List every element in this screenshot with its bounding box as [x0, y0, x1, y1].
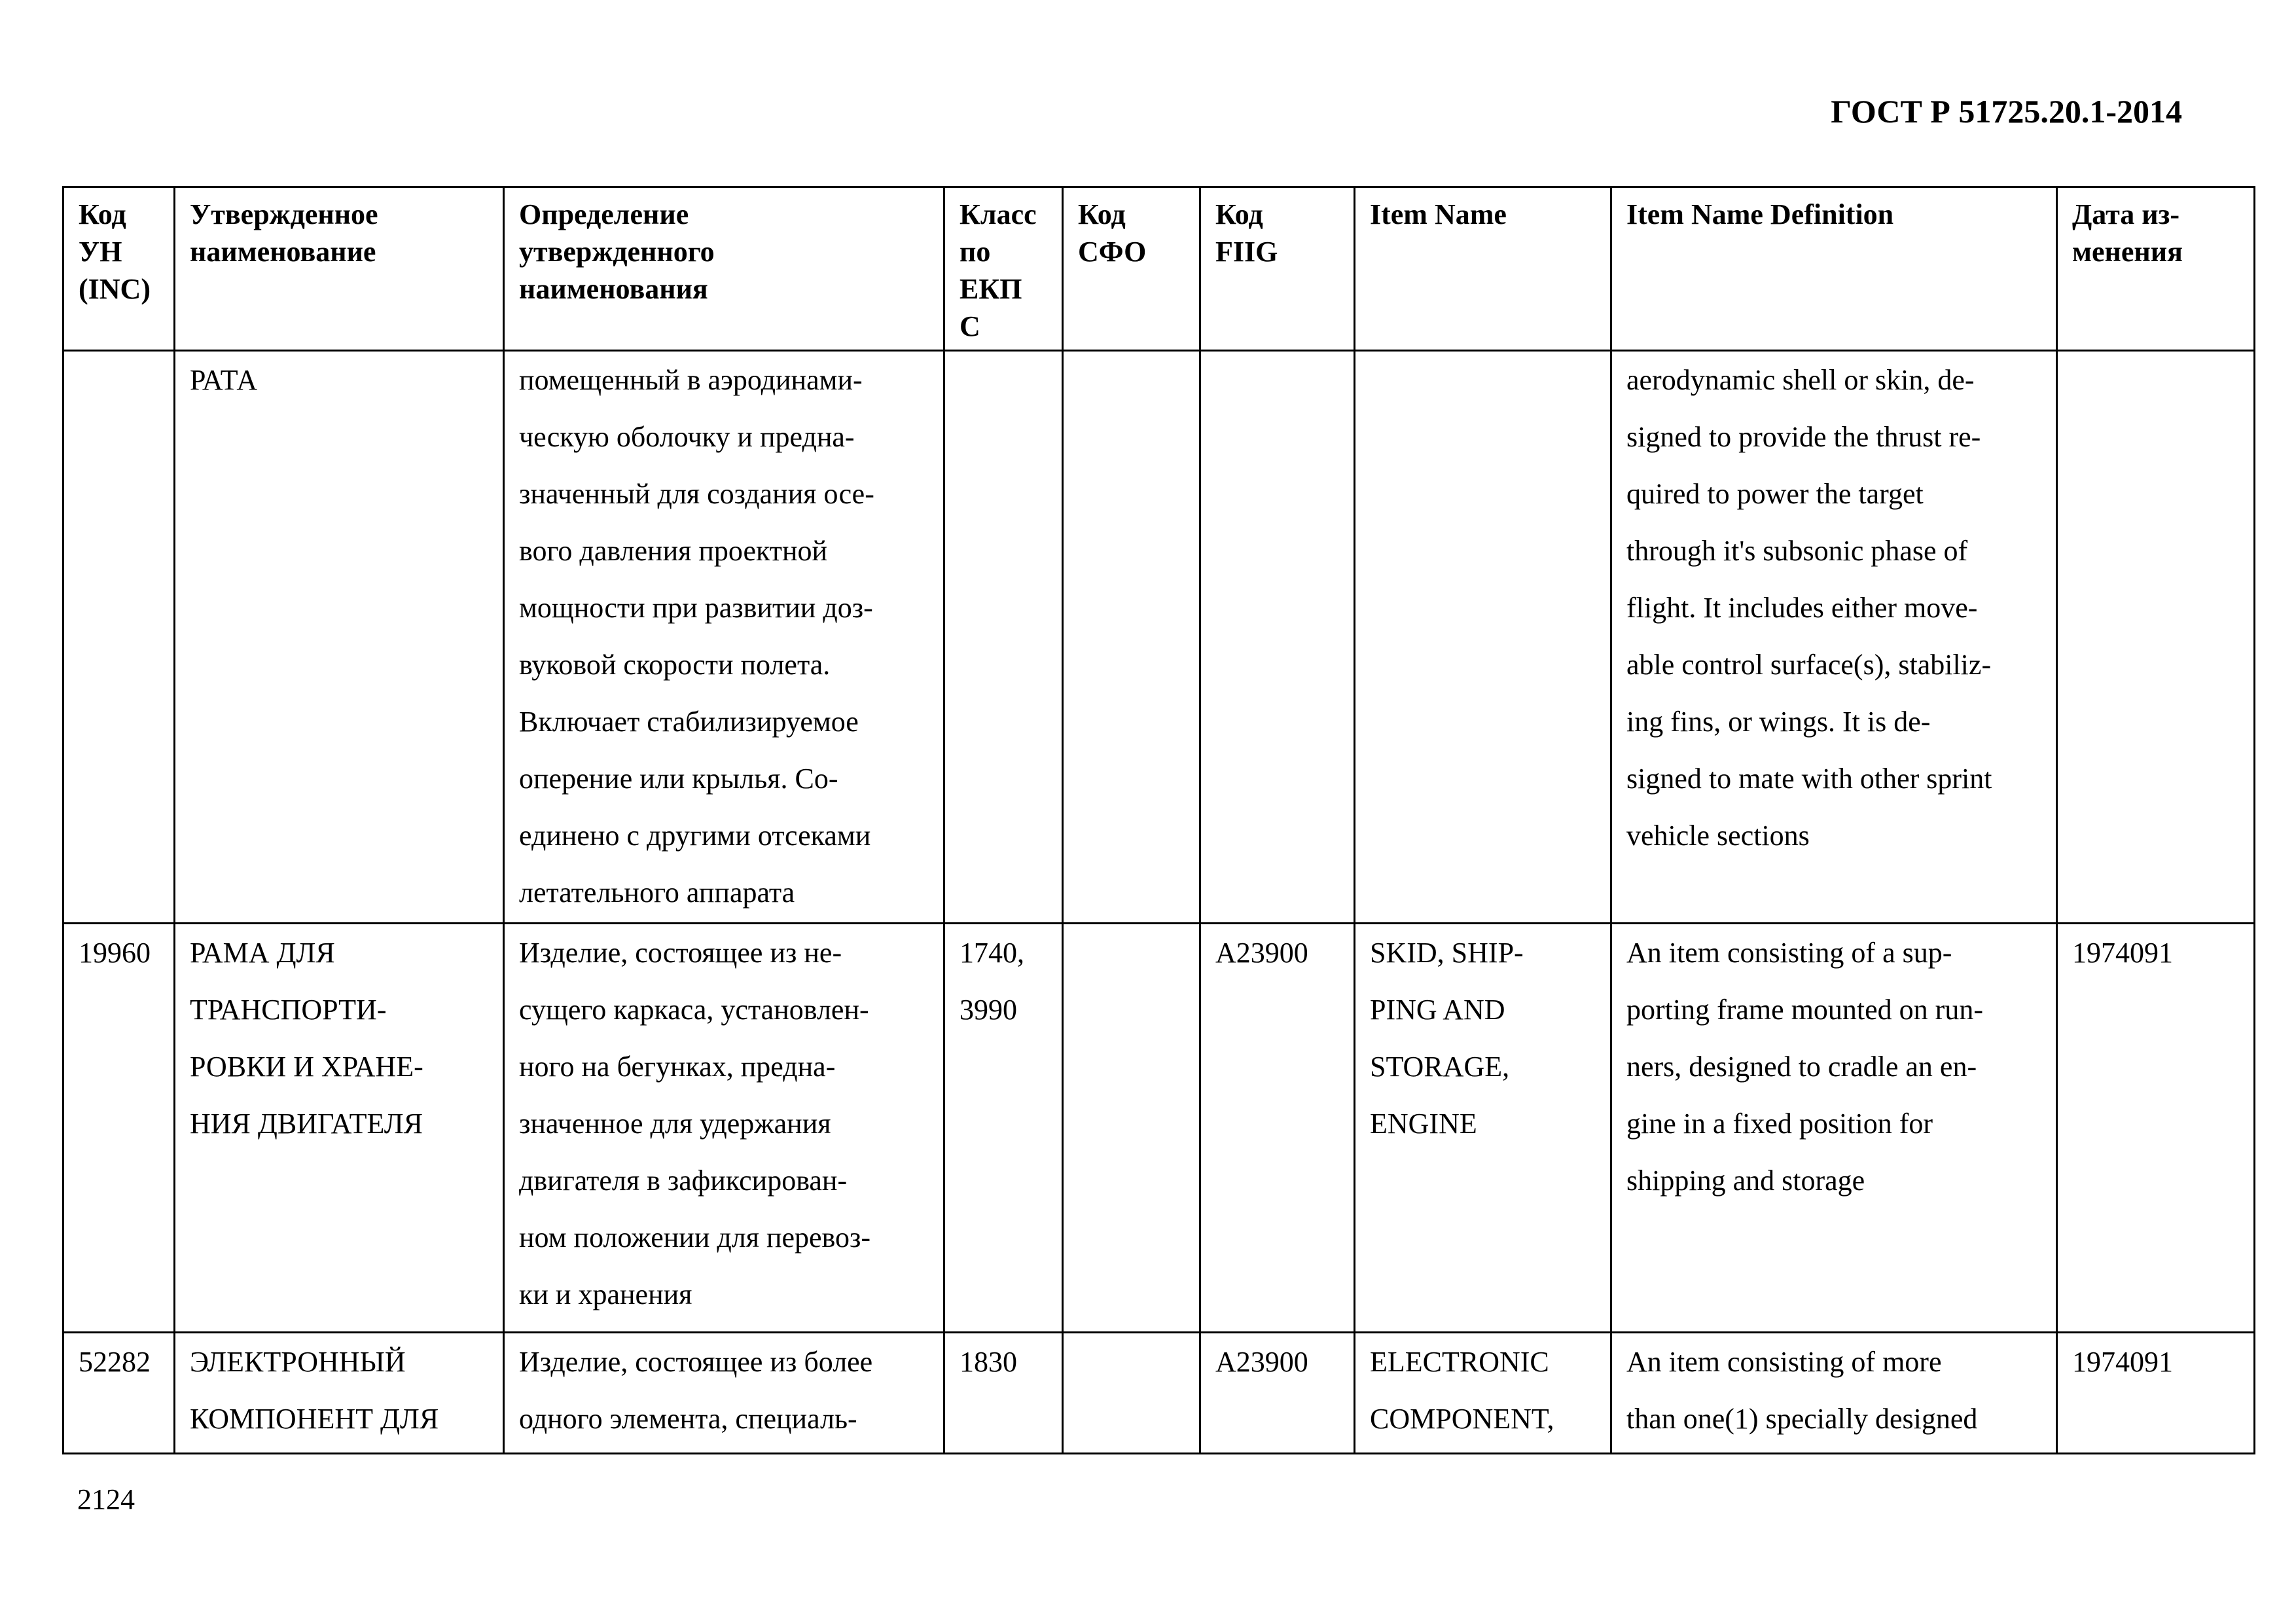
change-date-cell: 1974091: [2057, 924, 2255, 1333]
column-header-approved-name: Утвержденное наименование: [175, 187, 504, 351]
approved-name-cell: ЭЛЕКТРОННЫЙ КОМПОНЕНТ ДЛЯ: [175, 1333, 504, 1454]
fiig-code-cell: [1200, 351, 1355, 924]
table-row: [63, 924, 2255, 1333]
change-date-cell: 1974091: [2057, 1333, 2255, 1454]
document-code: ГОСТ Р 51725.20.1-2014: [1831, 93, 2182, 130]
table-row: [63, 351, 2255, 924]
item-name-cell: [1355, 351, 1611, 924]
ekps-class-cell: 1740, 3990: [944, 924, 1063, 1333]
column-header-inc: Код УН (INC): [63, 187, 175, 351]
inc-cell: 19960: [63, 924, 175, 1333]
approved-name-cell: РАТА: [175, 351, 504, 924]
item-name-cell: ELECTRONIC COMPONENT,: [1355, 1333, 1611, 1454]
approved-name-cell: РАМА ДЛЯ ТРАНСПОРТИ- РОВКИ И ХРАНЕ- НИЯ ДВИГАТЕЛЯ: [175, 924, 504, 1333]
ekps-class-cell: 1830: [944, 1333, 1063, 1454]
column-header-change-date: Дата из- менения: [2057, 187, 2255, 351]
ekps-class-cell: [944, 351, 1063, 924]
item-definition-cell: An item consisting of more than one(1) specially designed: [1611, 1333, 2057, 1454]
table-row: [63, 1333, 2255, 1454]
definition-cell: помещенный в аэродинами- ческую оболочку и предна- значенный для создания осе- вого давления проектной мощности при развитии доз- вуковой скорости полета. Включает стабилизируемое оперение или крылья. Со- единено с другими отсеками летательного аппарата: [504, 351, 944, 924]
inc-cell: 52282: [63, 1333, 175, 1454]
column-header-item-name-definition: Item Name Definition: [1611, 187, 2057, 351]
sfo-code-cell: [1063, 924, 1200, 1333]
column-header-sfo-code: Код СФО: [1063, 187, 1200, 351]
column-header-item-name: Item Name: [1355, 187, 1611, 351]
fiig-code-cell: A23900: [1200, 924, 1355, 1333]
sfo-code-cell: [1063, 351, 1200, 924]
change-date-cell: [2057, 351, 2255, 924]
sfo-code-cell: [1063, 1333, 1200, 1454]
column-header-name-definition: Определение утвержденного наименования: [504, 187, 944, 351]
fiig-code-cell: A23900: [1200, 1333, 1355, 1454]
table-header-row: [63, 187, 2255, 351]
item-definition-cell: aerodynamic shell or skin, de- signed to provide the thrust re- quired to power the target through it's subsonic phase of flight. It includes either move- able control surface(s), stabiliz- ing fins, or wings. It is de- signed to mate with other sprint vehicle sections: [1611, 351, 2057, 924]
inc-cell: [63, 351, 175, 924]
item-name-cell: SKID, SHIP- PING AND STORAGE, ENGINE: [1355, 924, 1611, 1333]
nomenclature-table: [62, 186, 2255, 1454]
page-number: 2124: [77, 1483, 135, 1515]
column-header-ekps-class: Класс по ЕКП С: [944, 187, 1063, 351]
definition-cell: Изделие, состоящее из более одного элемента, специаль-: [504, 1333, 944, 1454]
item-definition-cell: An item consisting of a sup- porting frame mounted on run- ners, designed to cradle an en- gine in a fixed position for shipping and storage: [1611, 924, 2057, 1333]
column-header-fiig-code: Код FIIG: [1200, 187, 1355, 351]
definition-cell: Изделие, состоящее из не- сущего каркаса, установлен- ного на бегунках, предна- значенное для удержания двигателя в зафиксирован- ном положении для перевоз- ки и хранения: [504, 924, 944, 1333]
